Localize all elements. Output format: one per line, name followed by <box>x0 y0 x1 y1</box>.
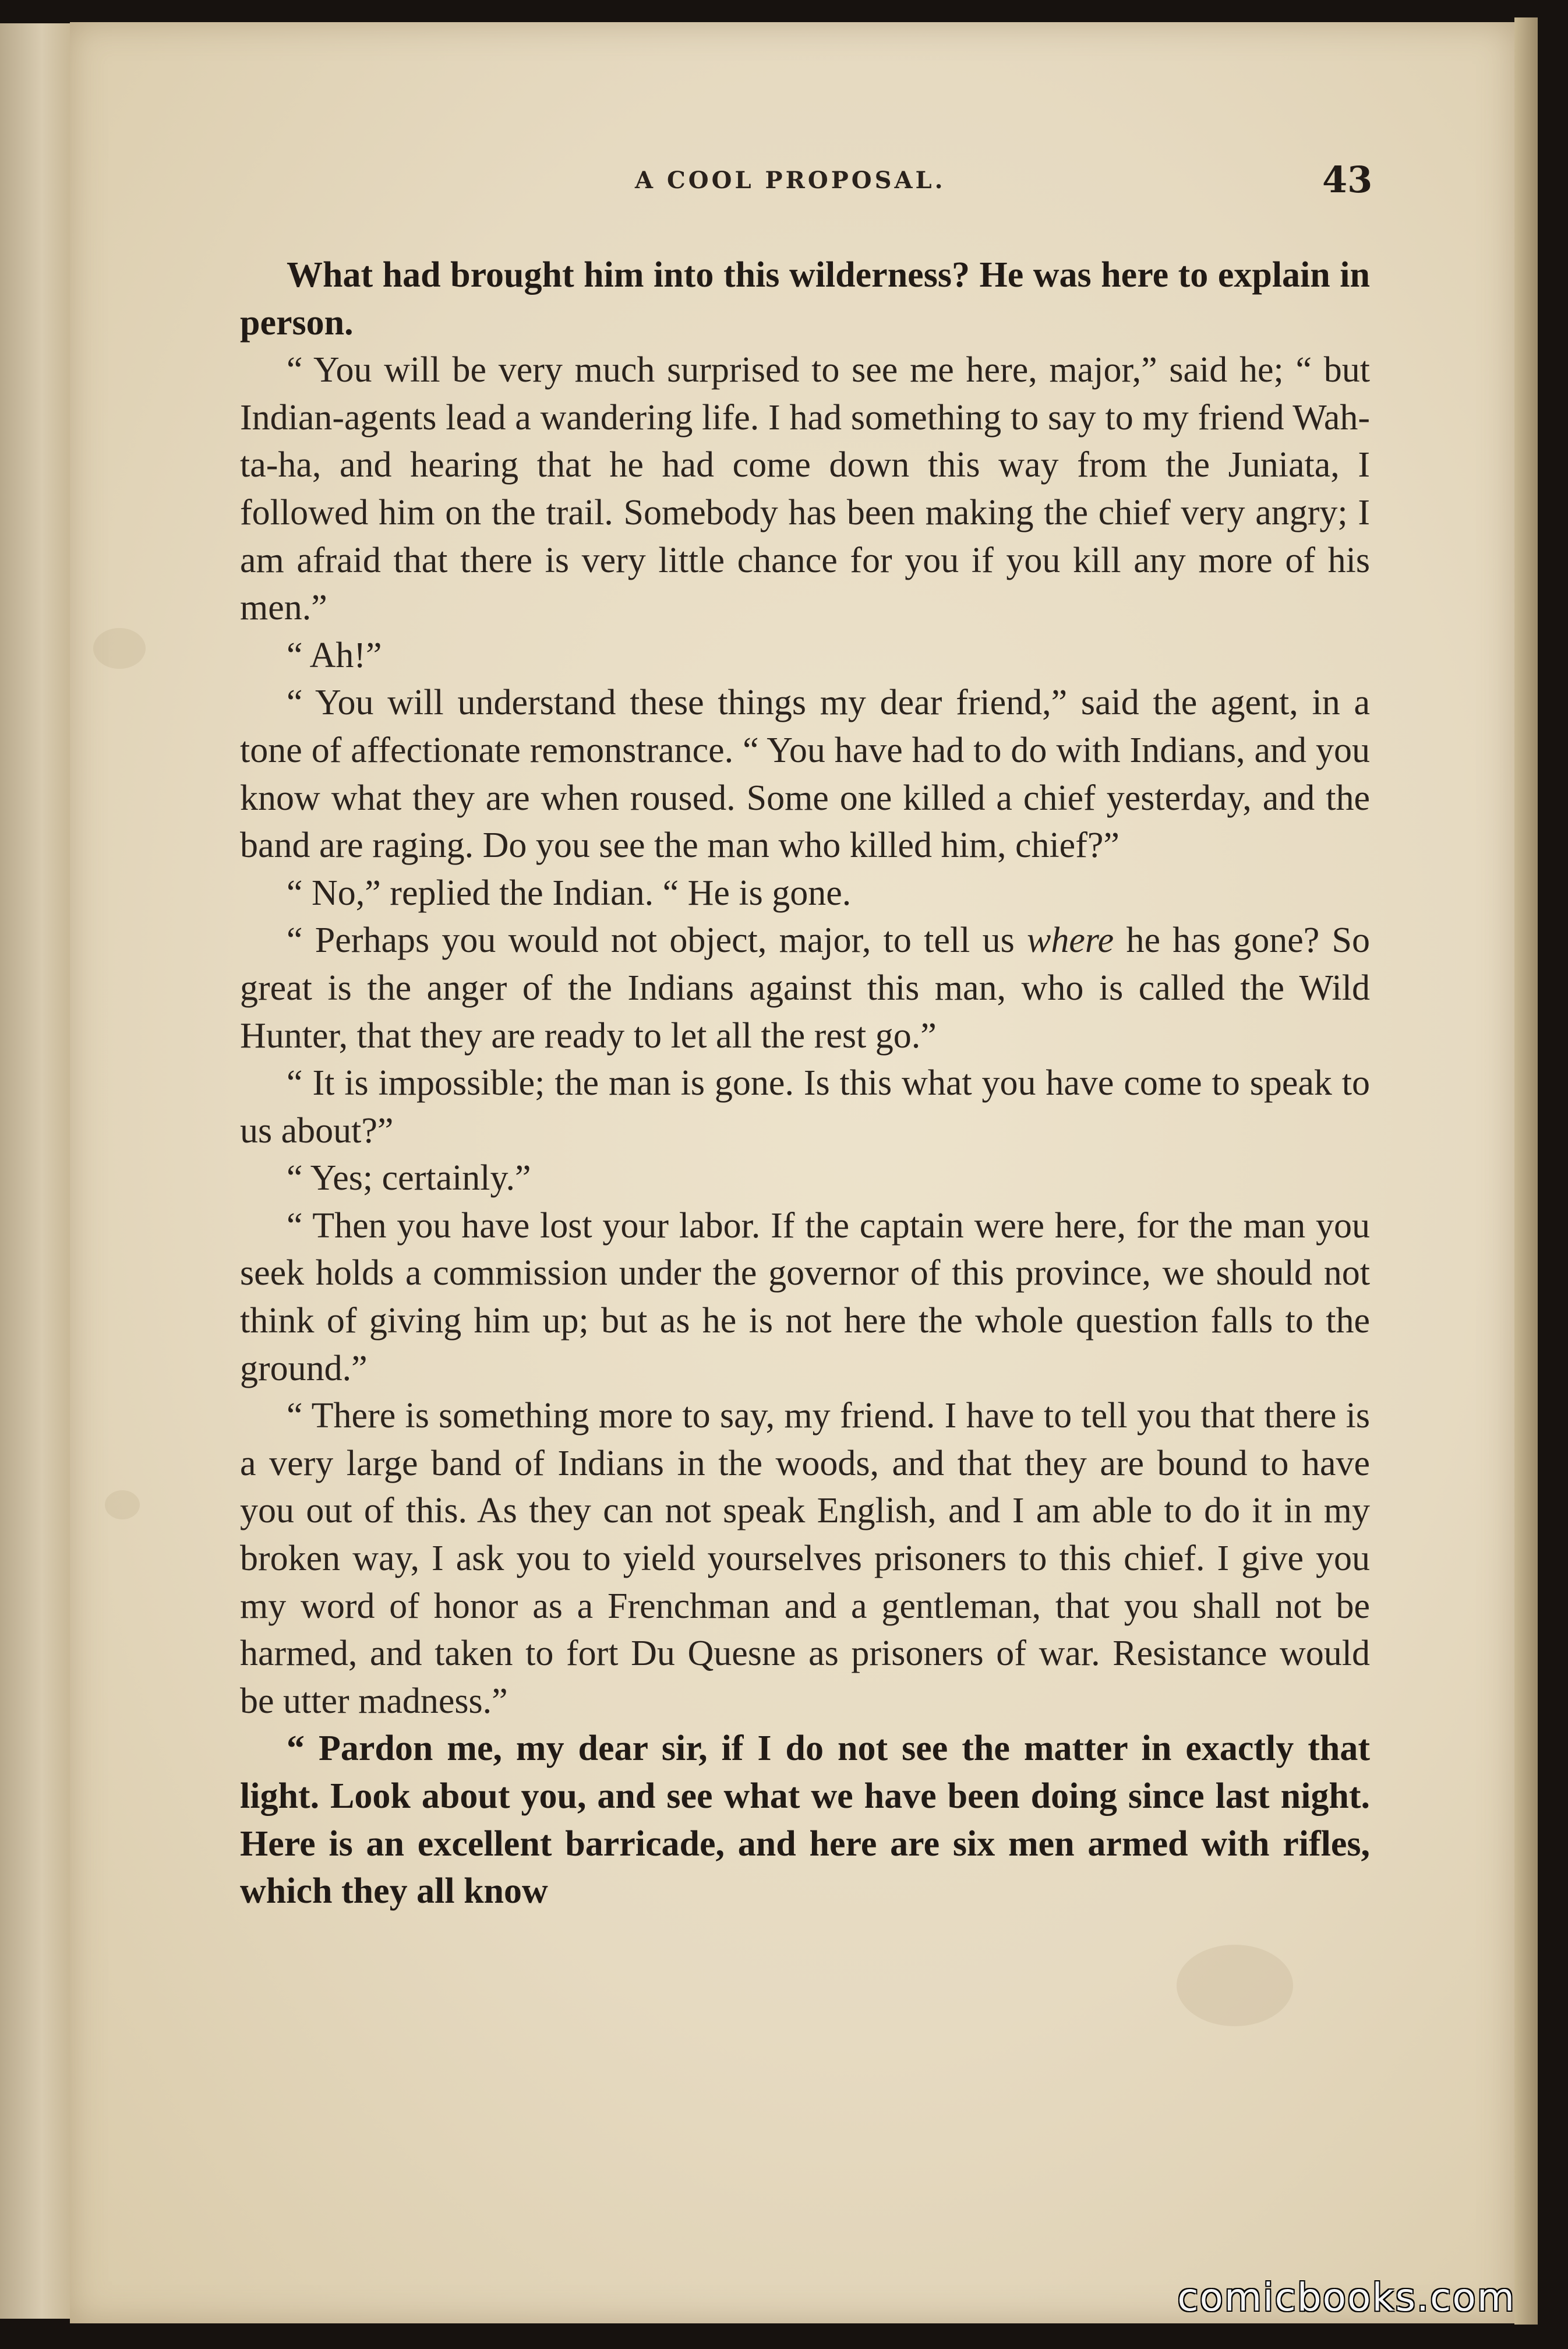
paragraph: “ You will be very much surprised to see me here, major,” said he; “ but Indian-agents lead a wandering life. I had something to say to my friend Wah-ta-ha, and hearing that he had come down this way from the Juniata, I followed him on the trail. Somebody has been making the chief very angry; I am afraid that there is very little chance for you if you kill any more of his men.” <box>240 350 1370 628</box>
page-right-edge <box>1514 17 1538 2325</box>
paragraph: “ Pardon me, my dear sir, if I do not see the matter in exactly that light. Look about you, and see what we have been doing since last night. Here is an excellent barricade, and here are six men armed with rifles, which they all know <box>240 1729 1370 1911</box>
paragraph-text: he has gone? So great is the anger of the Indians against this man, who is called the Wild Hunter, that they are ready to let all the rest go.” <box>240 920 1370 1056</box>
paragraph <box>240 917 1370 1060</box>
paragraph-text: “ Perhaps you would not object, major, to tell us <box>287 920 1027 961</box>
paragraph: “ Then you have lost your labor. If the captain were here, for the man you seek holds a commission under the governor of this province, we should not think of giving him up; but as he is not here the whole question falls to the ground.” <box>240 1205 1370 1388</box>
italic-word: where <box>1026 920 1114 961</box>
paper-stain <box>1177 1945 1293 2026</box>
facing-page-edge <box>0 23 72 2319</box>
paragraph: “ No,” replied the Indian. “ He is gone. <box>287 873 852 913</box>
watermark: comicbooks.com <box>1177 2275 1516 2320</box>
paper-stain <box>93 628 146 669</box>
paper-stain <box>105 1490 140 1519</box>
paragraph: “ You will understand these things my dear friend,” said the agent, in a tone of affectionate remonstrance. “ You have had to do with Indians, and you know what they are when roused. Some one killed a chief yesterday, and the band are raging. Do you see the man who killed him, chief?” <box>240 683 1370 866</box>
paragraph: “ It is impossible; the man is gone. Is this what you have come to speak to us about?” <box>240 1063 1370 1151</box>
paragraph: What had brought him into this wilderness? He was here to explain in person. <box>240 255 1370 343</box>
body-text <box>240 252 1370 1916</box>
paragraph: “ Ah!” <box>287 635 382 675</box>
running-head: A COOL PROPOSAL. <box>635 167 946 194</box>
paragraph: “ There is something more to say, my friend. I have to tell you that there is a very large band of Indians in the woods, and that they are bound to have you out of this. As they can not speak English, and I am able to do it in my broken way, I ask you to yield yourselves prisoners to this chief. I give you my word of honor as a Frenchman and a gentleman, that you shall not be harmed, and taken to fort Du Quesne as prisoners of war. Resistance would be utter madness.” <box>240 1396 1370 1721</box>
paragraph: “ Yes; certainly.” <box>287 1158 531 1198</box>
page-number: 43 <box>1322 158 1373 201</box>
